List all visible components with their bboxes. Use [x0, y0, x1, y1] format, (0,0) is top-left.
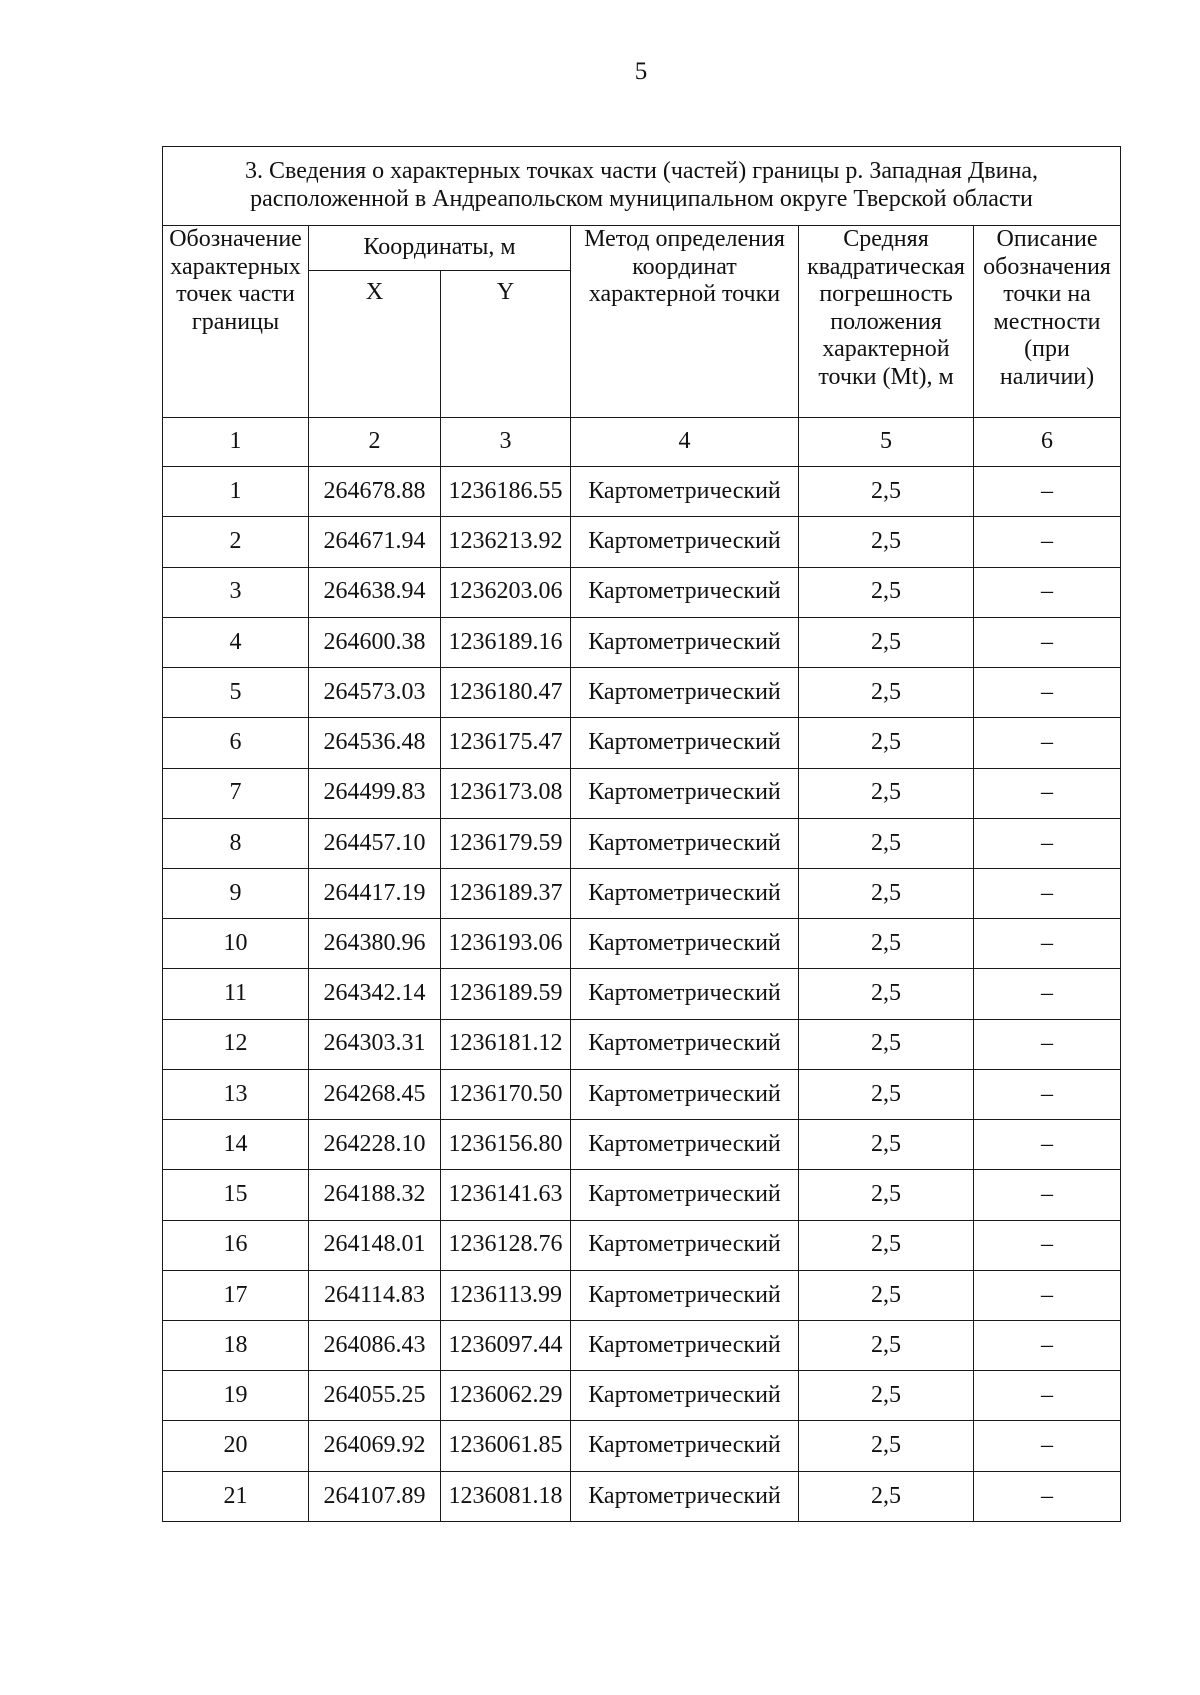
error-cell: 2,5: [799, 467, 974, 517]
table-row: [163, 668, 1121, 718]
description-cell: –: [974, 517, 1121, 567]
description-cell: –: [974, 1069, 1121, 1119]
description-cell: –: [974, 668, 1121, 718]
description-cell: –: [974, 567, 1121, 617]
header-description: Описание обозначения точки на местности (при наличии): [974, 226, 1121, 418]
method-cell: Картометрический: [571, 1220, 799, 1270]
column-number: 2: [309, 418, 441, 467]
table-row: [163, 768, 1121, 818]
coord-x: 264228.10: [309, 1120, 441, 1170]
point-number: 17: [163, 1270, 309, 1320]
header-error: Средняя квадратическая погрешность положения характерной точки (Mt), м: [799, 226, 974, 418]
method-cell: Картометрический: [571, 718, 799, 768]
description-cell: –: [974, 1371, 1121, 1421]
table-row: [163, 1421, 1121, 1471]
coord-x: 264678.88: [309, 467, 441, 517]
table-caption: [163, 147, 1121, 226]
coord-y: 1236213.92: [441, 517, 571, 567]
method-cell: Картометрический: [571, 668, 799, 718]
column-number: 5: [799, 418, 974, 467]
table-row: [163, 919, 1121, 969]
coord-y: 1236113.99: [441, 1270, 571, 1320]
coord-x: 264380.96: [309, 919, 441, 969]
coord-y: 1236173.08: [441, 768, 571, 818]
coord-y: 1236061.85: [441, 1421, 571, 1471]
description-cell: –: [974, 768, 1121, 818]
error-cell: 2,5: [799, 768, 974, 818]
header-designation: Обозначение характерных точек части границы: [163, 226, 309, 418]
point-number: 10: [163, 919, 309, 969]
caption-line-1: 3. Сведения о характерных точках части (частей) границы р. Западная Двина,: [245, 158, 1038, 185]
error-cell: 2,5: [799, 1120, 974, 1170]
coord-x: 264573.03: [309, 668, 441, 718]
description-cell: –: [974, 1120, 1121, 1170]
error-cell: 2,5: [799, 1170, 974, 1220]
description-cell: –: [974, 718, 1121, 768]
coord-y: 1236189.59: [441, 969, 571, 1019]
error-cell: 2,5: [799, 818, 974, 868]
point-number: 13: [163, 1069, 309, 1119]
caption-line-2: расположенной в Андреапольском муниципальном округе Тверской области: [250, 186, 1033, 212]
error-cell: 2,5: [799, 1220, 974, 1270]
coord-x: 264671.94: [309, 517, 441, 567]
point-number: 18: [163, 1320, 309, 1370]
point-number: 21: [163, 1471, 309, 1521]
table-row: [163, 1270, 1121, 1320]
method-cell: Картометрический: [571, 768, 799, 818]
point-number: 16: [163, 1220, 309, 1270]
method-cell: Картометрический: [571, 517, 799, 567]
column-number: 4: [571, 418, 799, 467]
header-y: Y: [441, 271, 571, 418]
description-cell: –: [974, 818, 1121, 868]
method-cell: Картометрический: [571, 919, 799, 969]
table-row: [163, 1170, 1121, 1220]
table-row: [163, 517, 1121, 567]
error-cell: 2,5: [799, 1471, 974, 1521]
table-row: [163, 818, 1121, 868]
description-cell: –: [974, 1170, 1121, 1220]
point-number: 8: [163, 818, 309, 868]
header-method: Метод определения координат характерной точки: [571, 226, 799, 418]
description-cell: –: [974, 868, 1121, 918]
coord-y: 1236179.59: [441, 818, 571, 868]
table-row: [163, 467, 1121, 517]
error-cell: 2,5: [799, 919, 974, 969]
description-cell: –: [974, 1270, 1121, 1320]
column-number: 3: [441, 418, 571, 467]
error-cell: 2,5: [799, 517, 974, 567]
method-cell: Картометрический: [571, 617, 799, 667]
method-cell: Картометрический: [571, 1019, 799, 1069]
table-row: [163, 969, 1121, 1019]
coord-y: 1236193.06: [441, 919, 571, 969]
method-cell: Картометрический: [571, 467, 799, 517]
coord-x: 264188.32: [309, 1170, 441, 1220]
description-cell: –: [974, 1471, 1121, 1521]
coord-y: 1236189.37: [441, 868, 571, 918]
coord-x: 264303.31: [309, 1019, 441, 1069]
coord-y: 1236081.18: [441, 1471, 571, 1521]
point-number: 6: [163, 718, 309, 768]
table-row: [163, 868, 1121, 918]
coord-y: 1236181.12: [441, 1019, 571, 1069]
boundary-points-table: [162, 146, 1121, 1522]
error-cell: 2,5: [799, 718, 974, 768]
point-number: 11: [163, 969, 309, 1019]
point-number: 5: [163, 668, 309, 718]
coord-y: 1236097.44: [441, 1320, 571, 1370]
coord-y: 1236170.50: [441, 1069, 571, 1119]
point-number: 15: [163, 1170, 309, 1220]
coord-y: 1236189.16: [441, 617, 571, 667]
method-cell: Картометрический: [571, 1120, 799, 1170]
column-number: 6: [974, 418, 1121, 467]
coord-x: 264086.43: [309, 1320, 441, 1370]
description-cell: –: [974, 1320, 1121, 1370]
description-cell: –: [974, 1421, 1121, 1471]
coord-x: 264457.10: [309, 818, 441, 868]
coord-y: 1236203.06: [441, 567, 571, 617]
method-cell: Картометрический: [571, 1170, 799, 1220]
table-row: [163, 718, 1121, 768]
method-cell: Картометрический: [571, 1421, 799, 1471]
table-row: [163, 1371, 1121, 1421]
method-cell: Картометрический: [571, 1270, 799, 1320]
table-row: [163, 1320, 1121, 1370]
description-cell: –: [974, 969, 1121, 1019]
error-cell: 2,5: [799, 1320, 974, 1370]
table-row: [163, 1471, 1121, 1521]
point-number: 4: [163, 617, 309, 667]
page-number: 5: [634, 58, 648, 85]
point-number: 2: [163, 517, 309, 567]
coord-x: 264268.45: [309, 1069, 441, 1119]
method-cell: Картометрический: [571, 818, 799, 868]
error-cell: 2,5: [799, 567, 974, 617]
error-cell: 2,5: [799, 617, 974, 667]
coord-x: 264148.01: [309, 1220, 441, 1270]
description-cell: –: [974, 919, 1121, 969]
error-cell: 2,5: [799, 868, 974, 918]
description-cell: –: [974, 617, 1121, 667]
table-row: [163, 567, 1121, 617]
table-row: [163, 617, 1121, 667]
coord-x: 264600.38: [309, 617, 441, 667]
header-coordinates: Координаты, м: [309, 226, 571, 271]
coord-x: 264107.89: [309, 1471, 441, 1521]
coord-x: 264417.19: [309, 868, 441, 918]
point-number: 20: [163, 1421, 309, 1471]
method-cell: Картометрический: [571, 1320, 799, 1370]
point-number: 1: [163, 467, 309, 517]
coord-x: 264536.48: [309, 718, 441, 768]
table-row: [163, 1069, 1121, 1119]
coord-x: 264342.14: [309, 969, 441, 1019]
error-cell: 2,5: [799, 1371, 974, 1421]
error-cell: 2,5: [799, 1069, 974, 1119]
coord-y: 1236156.80: [441, 1120, 571, 1170]
coord-y: 1236062.29: [441, 1371, 571, 1421]
coord-y: 1236175.47: [441, 718, 571, 768]
table-row: [163, 1120, 1121, 1170]
point-number: 12: [163, 1019, 309, 1069]
coord-x: 264055.25: [309, 1371, 441, 1421]
column-number: 1: [163, 418, 309, 467]
error-cell: 2,5: [799, 1270, 974, 1320]
error-cell: 2,5: [799, 668, 974, 718]
description-cell: –: [974, 1220, 1121, 1270]
coord-x: 264114.83: [309, 1270, 441, 1320]
coord-y: 1236186.55: [441, 467, 571, 517]
method-cell: Картометрический: [571, 1069, 799, 1119]
point-number: 14: [163, 1120, 309, 1170]
header-x: X: [309, 271, 441, 418]
method-cell: Картометрический: [571, 567, 799, 617]
coord-y: 1236141.63: [441, 1170, 571, 1220]
coord-x: 264499.83: [309, 768, 441, 818]
description-cell: –: [974, 1019, 1121, 1069]
description-cell: –: [974, 467, 1121, 517]
coord-x: 264638.94: [309, 567, 441, 617]
table-row: [163, 1220, 1121, 1270]
error-cell: 2,5: [799, 1019, 974, 1069]
error-cell: 2,5: [799, 1421, 974, 1471]
coord-x: 264069.92: [309, 1421, 441, 1471]
table-row: [163, 1019, 1121, 1069]
method-cell: Картометрический: [571, 868, 799, 918]
coord-y: 1236128.76: [441, 1220, 571, 1270]
error-cell: 2,5: [799, 969, 974, 1019]
point-number: 3: [163, 567, 309, 617]
method-cell: Картометрический: [571, 969, 799, 1019]
point-number: 7: [163, 768, 309, 818]
point-number: 19: [163, 1371, 309, 1421]
column-number-row: [163, 418, 1121, 467]
method-cell: Картометрический: [571, 1371, 799, 1421]
point-number: 9: [163, 868, 309, 918]
method-cell: Картометрический: [571, 1471, 799, 1521]
coord-y: 1236180.47: [441, 668, 571, 718]
